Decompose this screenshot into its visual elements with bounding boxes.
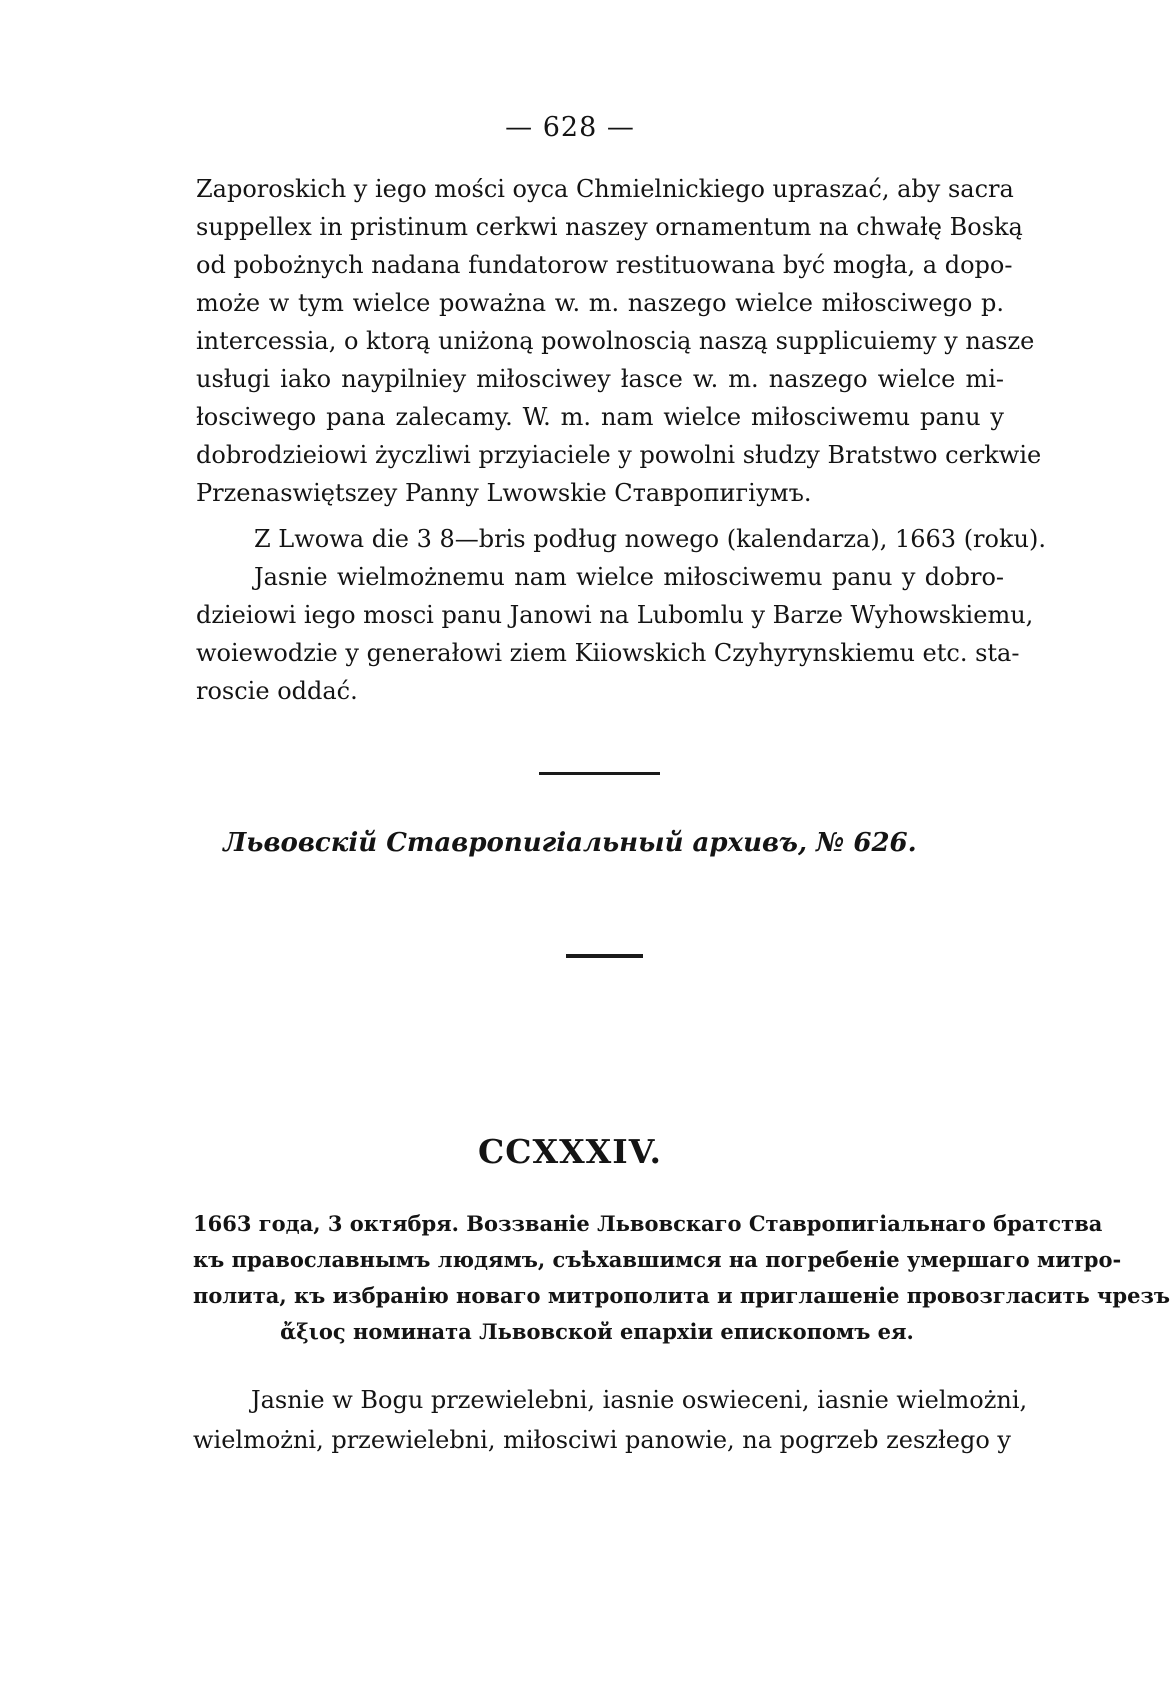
opening-line: Jasnie w Bogu przewielebni, iasnie oswieceni, iasnie wielmożni, (251, 1386, 1028, 1414)
letter-body (196, 170, 1042, 512)
date-line: Z Lwowa die 3 8—bris podług nowego (kalendarza), 1663 (roku). (254, 525, 1046, 553)
opening-text (193, 1380, 1028, 1460)
body-line: suppellex in pristinum cerkwi naszey ornamentum na chwałę Boską (196, 213, 1023, 241)
section-divider (566, 954, 643, 958)
address-block (196, 520, 1046, 710)
body-line: Zaporoskich y iego mości oyca Chmielnickiego upraszać, aby sacra (196, 175, 1014, 203)
page-number: — 628 — (505, 112, 635, 143)
section-divider (539, 772, 660, 775)
address-line: dzieiowi iego mosci panu Janowi na Lubomlu y Barze Wyhowskiemu, (196, 601, 1034, 629)
body-line: Przenaswiętszey Panny Lwowskie Ставропигіумъ. (196, 479, 812, 507)
body-line: intercessia, o ktorą uniżoną powolnoscią naszą supplicuiemy y nasze (196, 327, 1035, 355)
archive-reference: Львовскій Ставропигіальный архивъ, № 626. (223, 828, 917, 858)
body-line: dobrodzieiowi życzliwi przyiaciele y powolni słudzy Bratstwo cerkwie (196, 441, 1042, 469)
address-line: roscie oddać. (196, 677, 358, 705)
document-number: CCXXXIV. (477, 1132, 663, 1171)
body-line: łosciwego pana zalecamy. W. m. nam wielce miłosciwemu panu y (196, 403, 1004, 431)
summary-line: полита, къ избранію новаго митрополита и приглашеніе провозгласить чрезъ (193, 1283, 1170, 1308)
address-line: Jasnie wielmożnemu nam wielce miłosciwemu panu y dobro- (254, 563, 1004, 591)
body-line: może w tym wielce poważna w. m. naszego wielce miłosciwego p. (196, 289, 1004, 317)
body-line: usługi iako naypilniey miłosciwey łasce w. m. naszego wielce mi- (196, 365, 1004, 393)
summary-line: къ православнымъ людямъ, съѣхавшимся на погребеніе умершаго митро- (193, 1247, 1122, 1272)
document-summary (193, 1206, 1170, 1350)
opening-line: wielmożni, przewielebni, miłosciwi panowie, na pogrzeb zeszłego y (193, 1426, 1011, 1454)
summary-line: 1663 года, 3 октября. Воззваніе Львовскаго Ставропигіальнаго братства (193, 1211, 1103, 1236)
summary-line: ἄξιος номината Львовской епархіи епископомъ ея. (280, 1319, 914, 1344)
body-line: od pobożnych nadana fundatorow restituowana być mogła, a dopo- (196, 251, 1013, 279)
address-line: woiewodzie y generałowi ziem Kiiowskich Czyhyrynskiemu etc. sta- (196, 639, 1020, 667)
